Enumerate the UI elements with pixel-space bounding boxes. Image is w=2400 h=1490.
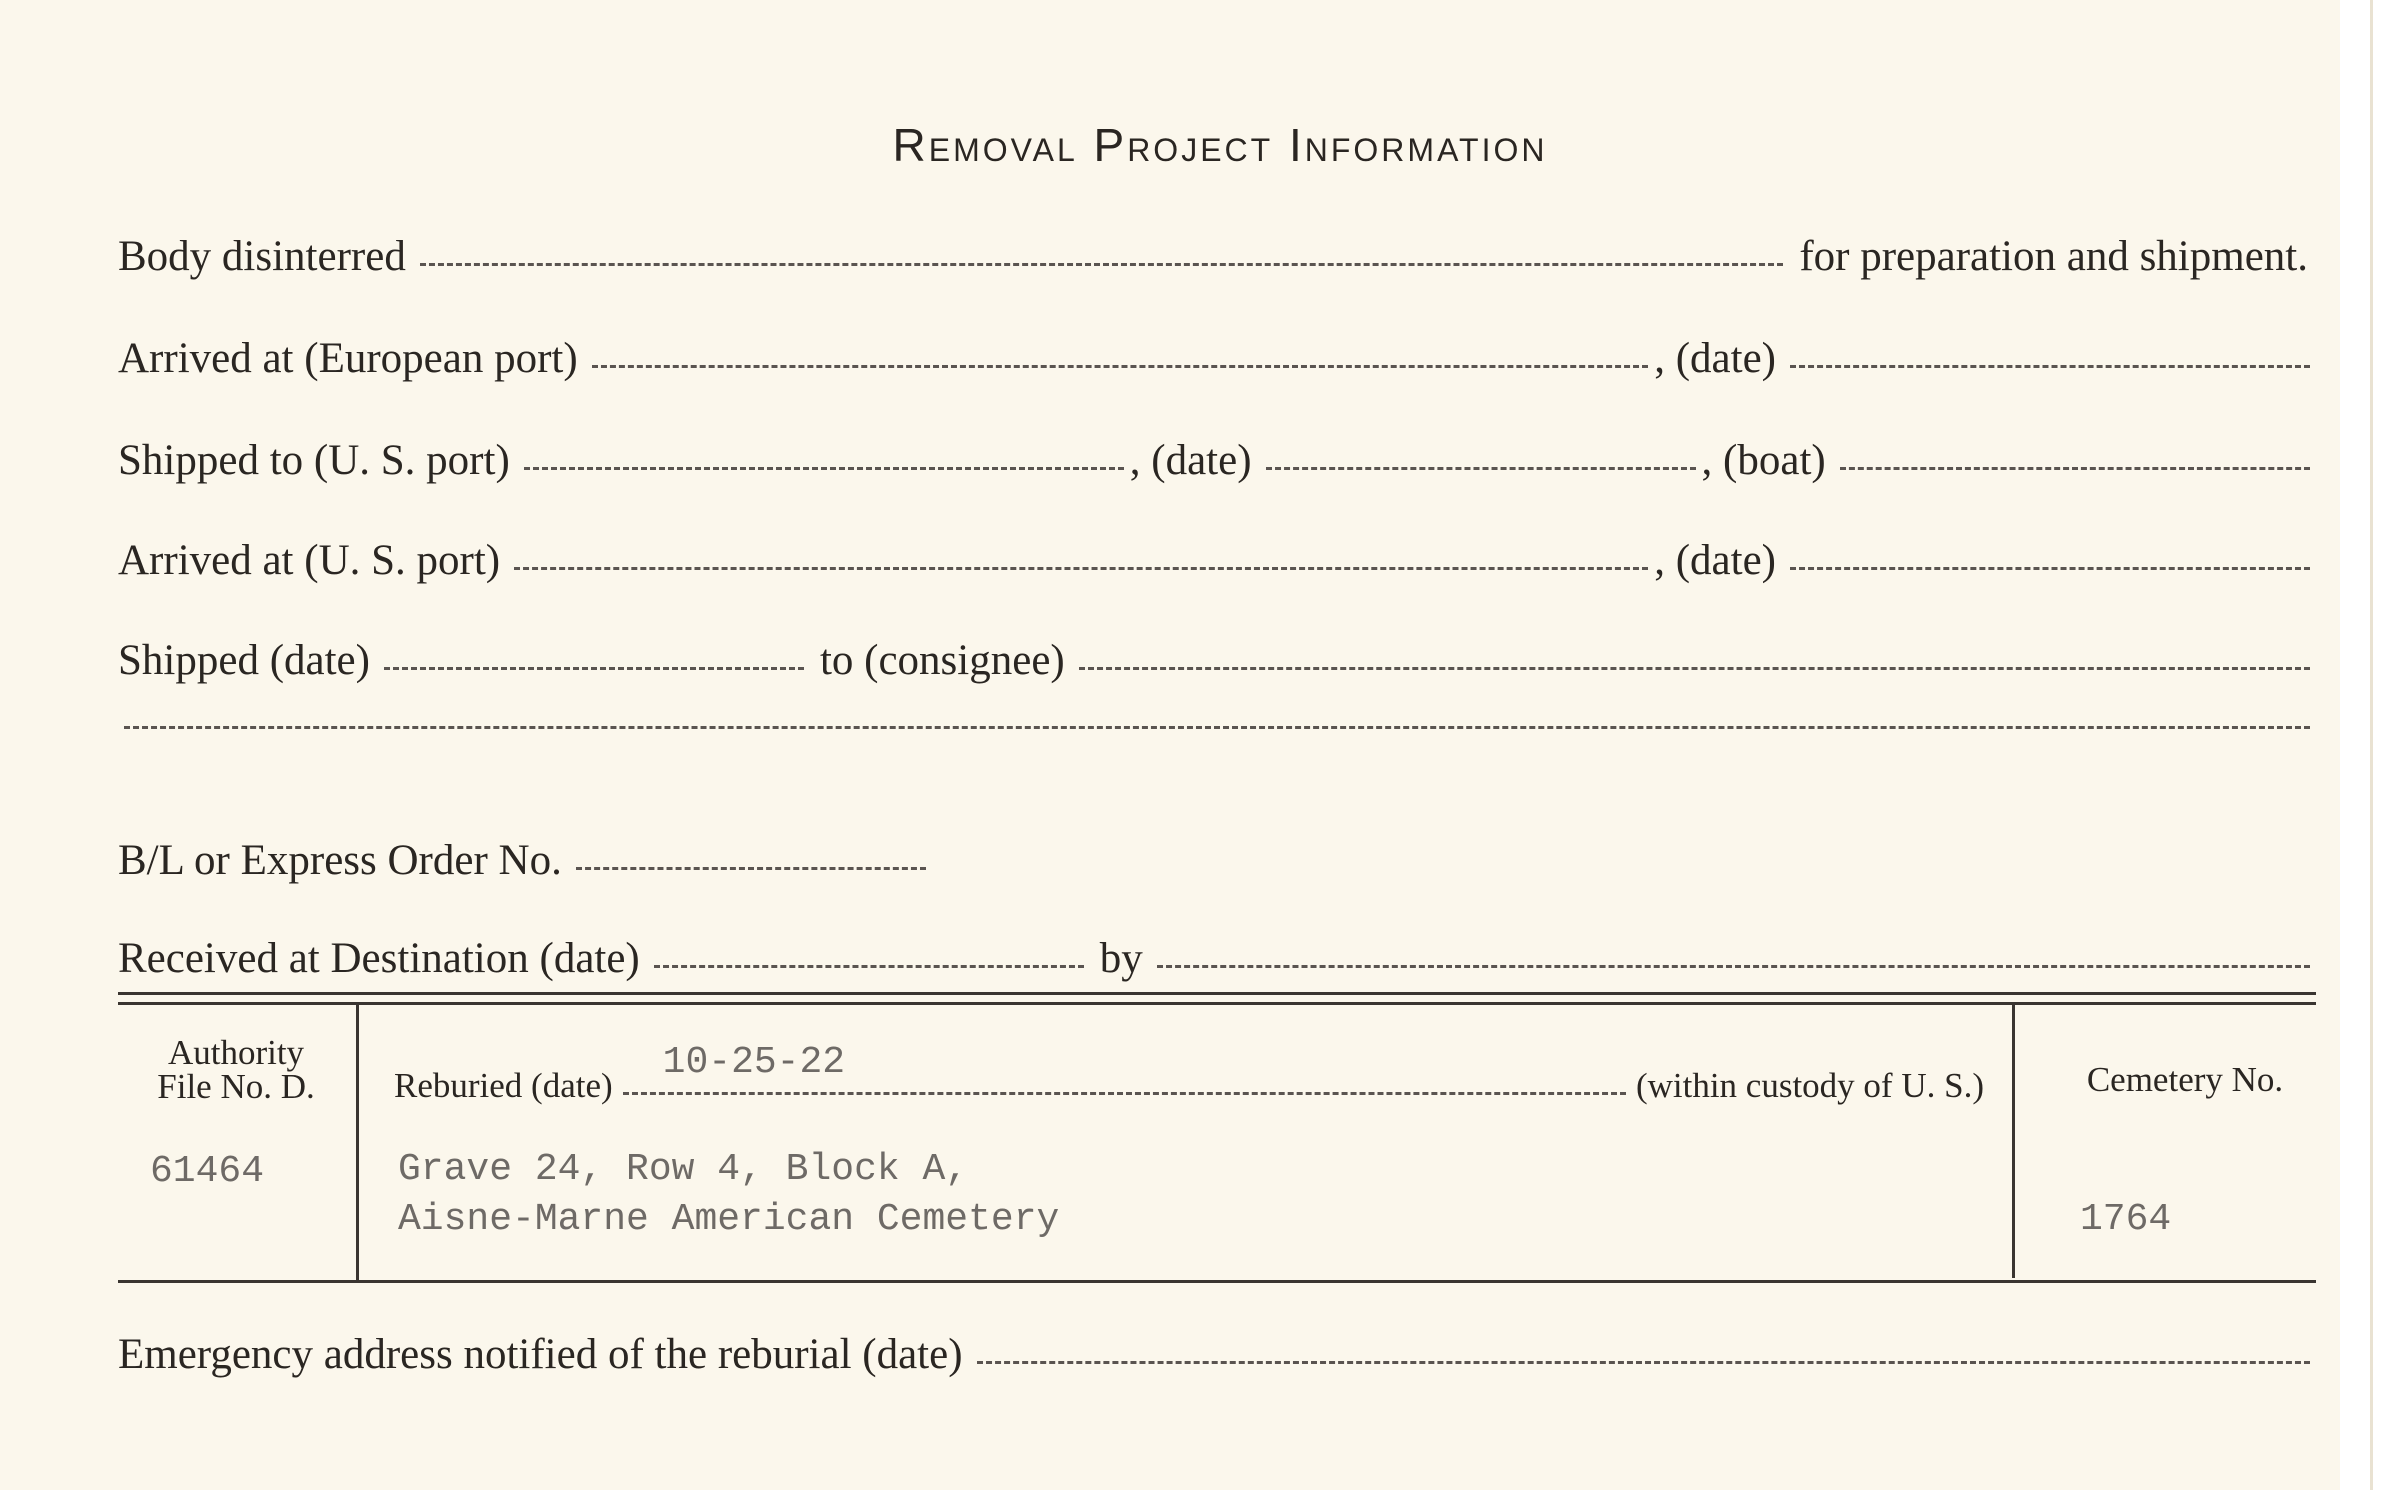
arrived-european-port-blank[interactable] — [592, 365, 1649, 368]
cemetery-number-label: Cemetery No. — [2086, 1060, 2284, 1099]
authority-label-line1: Authority — [167, 1033, 305, 1072]
cemetery-number-value: 1764 — [2080, 1198, 2172, 1241]
table-divider-left — [356, 1004, 359, 1280]
row-arrived-us — [118, 536, 2316, 585]
row-body-disinterred — [118, 232, 2316, 281]
grave-location-line2: Aisne-Marne American Cemetery — [398, 1198, 1060, 1241]
grave-location-line1: Grave 24, Row 4, Block A, — [398, 1148, 969, 1191]
row-shipped-date — [118, 636, 2316, 685]
row-shipped-us — [118, 436, 2316, 485]
card-edge — [2340, 0, 2370, 1490]
bl-order-label: B/L or Express Order No. — [118, 837, 562, 884]
shipped-us-date-label: , (date) — [1129, 437, 1252, 484]
shipped-date-label: Shipped (date) — [118, 637, 370, 684]
arrived-us-port-blank[interactable] — [514, 567, 1648, 570]
arrived-european-date-label: , (date) — [1654, 335, 1776, 382]
shipped-us-date-blank[interactable] — [1266, 467, 1696, 470]
reburied-label: Reburied (date) — [394, 1066, 613, 1105]
authority-file-number: 61464 — [150, 1150, 265, 1193]
shipped-us-port-blank[interactable] — [524, 467, 1124, 470]
table-bottom-rule — [118, 1280, 2316, 1283]
shipped-us-boat-blank[interactable] — [1840, 467, 2310, 470]
consignee-blank[interactable] — [1079, 667, 2310, 670]
shipped-us-label: Shipped to (U. S. port) — [118, 437, 510, 484]
body-disinterred-suffix: for preparation and shipment. — [1799, 233, 2308, 280]
arrived-european-label: Arrived at (European port) — [118, 335, 578, 382]
received-date-blank[interactable] — [654, 965, 1084, 968]
row-consignee-continued — [118, 730, 2316, 760]
received-by-blank[interactable] — [1157, 965, 2310, 968]
table-top-rule — [118, 992, 2316, 1005]
arrived-us-label: Arrived at (U. S. port) — [118, 537, 501, 584]
row-emergency — [118, 1330, 2316, 1379]
emergency-label: Emergency address notified of the reburial (date) — [118, 1331, 963, 1378]
card-title: Removal Project Information — [892, 119, 1548, 171]
bl-order-blank[interactable] — [576, 867, 926, 870]
reburied-date-value: 10-25-22 — [662, 1041, 846, 1084]
table-divider-right — [2012, 1004, 2015, 1278]
row-arrived-european — [118, 334, 2316, 383]
arrived-european-date-blank[interactable] — [1790, 365, 2310, 368]
authority-label — [118, 1033, 354, 1106]
reburied-row — [394, 1041, 1984, 1106]
consignee-label: to (consignee) — [819, 637, 1065, 684]
authority-label-line2: File No. D. — [157, 1067, 315, 1106]
shipped-date-blank[interactable] — [384, 667, 804, 670]
arrived-us-date-label: , (date) — [1654, 537, 1776, 584]
consignee-continued-blank[interactable] — [124, 726, 2310, 729]
body-disinterred-label: Body disinterred — [118, 233, 406, 280]
row-bl-order — [118, 836, 2316, 885]
arrived-us-date-blank[interactable] — [1790, 567, 2310, 570]
received-label: Received at Destination (date) — [118, 935, 640, 982]
received-by-label: by — [1099, 935, 1143, 982]
shipped-us-boat-label: , (boat) — [1701, 437, 1826, 484]
reburied-date-blank[interactable] — [623, 1041, 1626, 1095]
custody-label: (within custody of U. S.) — [1635, 1066, 1984, 1105]
row-received — [118, 934, 2316, 983]
emergency-date-blank[interactable] — [977, 1361, 2310, 1364]
body-disinterred-blank[interactable] — [420, 263, 1783, 266]
